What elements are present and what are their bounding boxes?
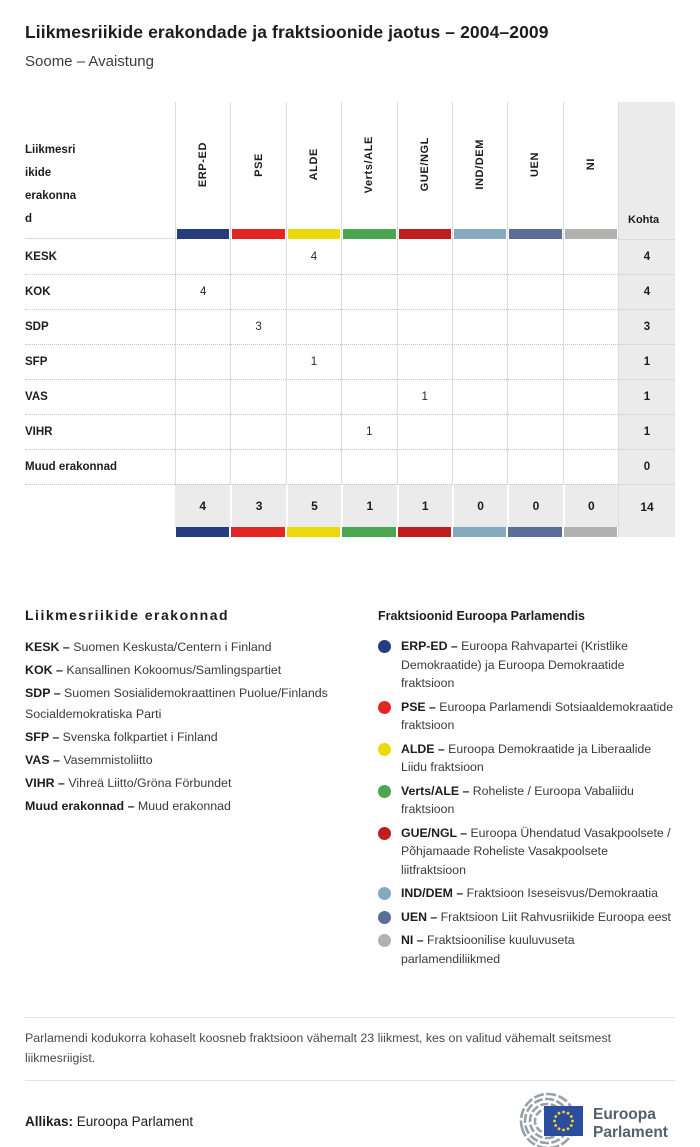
group-legend-text: Verts/ALE – Roheliste / Euroopa Vabaliidu fraktsioon	[401, 783, 634, 816]
corner-label-line-1: ikide	[25, 167, 52, 179]
party-legend-item-5: VIHR – Vihreä Liitto/Gröna Förbundet	[25, 776, 232, 790]
column-total-GUE/NGL: 1	[397, 484, 452, 527]
source-label: Allikas:	[25, 1113, 74, 1129]
group-abbr: ERP-ED –	[401, 639, 458, 653]
party-abbr: SDP –	[25, 686, 61, 700]
column-total-NI: 0	[563, 484, 618, 527]
seat-cell-VAS-GUE/NGL: 1	[397, 379, 452, 414]
seat-cell-KESK-NI	[563, 239, 618, 274]
bottom-color-bar-ALDE	[286, 527, 341, 537]
seat-cell-SDP-ERP-ED	[175, 309, 230, 344]
seat-cell-SDP-GUE/NGL	[397, 309, 452, 344]
group-legend-item-0	[378, 637, 675, 693]
corner-label-line-3: d	[25, 213, 33, 225]
group-abbr: NI –	[401, 933, 424, 947]
column-header-label: UEN	[529, 151, 542, 178]
seat-cell-SFP-UEN	[507, 344, 562, 379]
seat-cell-VIHR-UEN	[507, 414, 562, 449]
color-bar	[564, 527, 617, 537]
column-header-label: Verts/ALE	[363, 135, 376, 194]
row-label-VAS: VAS	[25, 379, 175, 414]
seat-cell-SDP-IND/DEM	[452, 309, 507, 344]
column-header-ERP-ED	[175, 102, 230, 239]
source-value: Euroopa Parlament	[76, 1113, 194, 1129]
seat-cell-Muud-erakonnad-Verts/ALE	[341, 449, 396, 484]
legends	[25, 607, 675, 973]
party-abbr: SFP –	[25, 730, 60, 744]
seat-cell-VIHR-GUE/NGL	[397, 414, 452, 449]
group-abbr: Verts/ALE –	[401, 783, 470, 798]
color-bar	[398, 527, 451, 537]
column-color-bar	[232, 229, 284, 239]
seat-cell-KOK-NI	[563, 274, 618, 309]
seat-cell-KESK-PSE	[230, 239, 285, 274]
seat-cell-SFP-PSE	[230, 344, 285, 379]
totals-row-spacer	[25, 484, 175, 527]
eu-flag	[544, 1106, 583, 1136]
bottom-bar-spacer	[25, 527, 175, 537]
seat-cell-KOK-PSE	[230, 274, 285, 309]
row-label-SDP: SDP	[25, 309, 175, 344]
bottom-color-bar-PSE	[230, 527, 285, 537]
european-parliament-logo	[507, 1095, 675, 1147]
seat-cell-KESK-GUE/NGL	[397, 239, 452, 274]
column-header-label: PSE	[252, 152, 265, 177]
row-total-KOK: 4	[618, 274, 675, 309]
seat-cell-KESK-ERP-ED	[175, 239, 230, 274]
row-total-SFP: 1	[618, 344, 675, 379]
footnote: Parlamendi kodukorra kohaselt koosneb fraktsioon vähemalt 23 liikmest, kes on valitud vähemalt seitsmest liikmesriigist.	[25, 1031, 612, 1065]
seat-cell-VAS-ALDE	[286, 379, 341, 414]
party-legend-item-0: KESK – Suomen Keskusta/Centern i Finland	[25, 640, 272, 654]
logo-text-line1: Euroopa	[593, 1106, 656, 1123]
seat-cell-VIHR-ERP-ED	[175, 414, 230, 449]
group-abbr: IND/DEM –	[401, 886, 464, 900]
group-legend-text: NI – Fraktsioonilise kuuluvuseta parlamendiliikmed	[401, 933, 575, 966]
seat-cell-VAS-Verts/ALE	[341, 379, 396, 414]
party-abbr: KESK –	[25, 640, 70, 654]
total-column-header: Kohta	[618, 102, 675, 239]
color-bar	[176, 527, 229, 537]
color-bar	[231, 527, 284, 537]
seat-cell-VAS-NI	[563, 379, 618, 414]
party-legend-item-4: VAS – Vasemmistoliitto	[25, 753, 153, 767]
column-total-IND/DEM: 0	[452, 484, 507, 527]
column-total-PSE: 3	[230, 484, 285, 527]
group-abbr: UEN –	[401, 909, 438, 924]
party-legend-item-3: SFP – Svenska folkpartiet i Finland	[25, 730, 218, 744]
group-legend-item-5	[378, 884, 675, 903]
column-header-IND/DEM	[452, 102, 507, 239]
column-color-bar	[454, 229, 506, 239]
column-color-bar	[177, 229, 229, 239]
seat-cell-Muud-erakonnad-PSE	[230, 449, 285, 484]
color-bar	[287, 527, 340, 537]
party-abbr: VIHR –	[25, 776, 65, 790]
group-legend-text: PSE – Euroopa Parlamendi Sotsiaaldemokraatide fraktsioon	[401, 699, 674, 732]
column-header-label: ERP-ED	[197, 141, 210, 188]
group-legend-text: GUE/NGL – Euroopa Ühendatud Vasakpoolsete / Põhjamaade Roheliste Vasakpoolsete liitfraktsioon	[401, 825, 671, 877]
column-color-bar	[565, 229, 617, 239]
seat-cell-KESK-UEN	[507, 239, 562, 274]
source-text	[25, 1114, 193, 1129]
seat-cell-VAS-IND/DEM	[452, 379, 507, 414]
group-color-dot	[378, 887, 391, 900]
seat-cell-SFP-NI	[563, 344, 618, 379]
column-header-PSE	[230, 102, 285, 239]
group-abbr: PSE –	[401, 699, 436, 714]
group-color-dot	[378, 827, 391, 840]
group-legend-text: IND/DEM – Fraktsioon Iseseisvus/Demokraatia	[401, 886, 658, 900]
parliament-hemicycle-icon	[507, 1095, 675, 1147]
column-color-bar	[343, 229, 395, 239]
seat-cell-VIHR-ALDE	[286, 414, 341, 449]
group-legend-text: ERP-ED – Euroopa Rahvapartei (Kristlike Demokraatide) ja Euroopa Demokraatide fraktsioon	[401, 639, 628, 690]
group-color-dot	[378, 911, 391, 924]
group-legend-text: UEN – Fraktsioon Liit Rahvusriikide Euroopa eest	[401, 909, 671, 924]
party-legend-title: Liikmesriikide erakonnad	[25, 607, 230, 623]
seat-cell-VAS-ERP-ED	[175, 379, 230, 414]
column-header-GUE/NGL	[397, 102, 452, 239]
column-header-UEN	[507, 102, 562, 239]
party-abbr: VAS –	[25, 753, 60, 767]
seat-cell-VAS-PSE	[230, 379, 285, 414]
group-color-dot	[378, 743, 391, 756]
column-color-bar	[288, 229, 340, 239]
column-color-bar	[399, 229, 451, 239]
column-header-label: ALDE	[307, 148, 320, 181]
seat-cell-VIHR-NI	[563, 414, 618, 449]
seat-cell-Muud-erakonnad-UEN	[507, 449, 562, 484]
seat-cell-VIHR-Verts/ALE: 1	[341, 414, 396, 449]
seat-cell-SFP-Verts/ALE	[341, 344, 396, 379]
seat-cell-Muud-erakonnad-ERP-ED	[175, 449, 230, 484]
group-abbr: ALDE –	[401, 741, 445, 756]
row-total-KESK: 4	[618, 239, 675, 274]
color-bar	[342, 527, 395, 537]
group-legend-item-1	[378, 698, 675, 735]
row-total-Muud-erakonnad: 0	[618, 449, 675, 484]
group-legend-item-2	[378, 740, 675, 777]
seat-cell-KESK-Verts/ALE	[341, 239, 396, 274]
seat-cell-SDP-ALDE	[286, 309, 341, 344]
seat-cell-Muud-erakonnad-ALDE	[286, 449, 341, 484]
seat-cell-KESK-IND/DEM	[452, 239, 507, 274]
table-corner-label	[25, 102, 175, 239]
seat-cell-KOK-IND/DEM	[452, 274, 507, 309]
seat-cell-SDP-UEN	[507, 309, 562, 344]
seat-cell-VIHR-PSE	[230, 414, 285, 449]
page-title: Liikmesriikide erakondade ja fraktsioonide jaotus – 2004–2009	[25, 22, 549, 42]
column-header-ALDE	[286, 102, 341, 239]
corner-label-line-2: erakonna	[25, 190, 77, 202]
page-subtitle: Soome – Avaistung	[25, 53, 154, 70]
column-header-NI	[563, 102, 618, 239]
logo-text-line2: Parlament	[593, 1124, 668, 1141]
bottom-color-bar-ERP-ED	[175, 527, 230, 537]
seat-cell-SDP-Verts/ALE	[341, 309, 396, 344]
divider-bottom	[25, 1080, 675, 1081]
group-legend-item-4	[378, 824, 675, 880]
seat-cell-VAS-UEN	[507, 379, 562, 414]
group-legend	[355, 607, 675, 973]
seat-cell-VIHR-IND/DEM	[452, 414, 507, 449]
seat-cell-KESK-ALDE: 4	[286, 239, 341, 274]
group-legend-item-6	[378, 908, 675, 927]
seat-cell-SFP-GUE/NGL	[397, 344, 452, 379]
seat-cell-SFP-IND/DEM	[452, 344, 507, 379]
party-legend-items	[25, 637, 355, 817]
group-legend-items	[378, 637, 675, 968]
bottom-color-bar-UEN	[507, 527, 562, 537]
column-total-ALDE: 5	[286, 484, 341, 527]
column-header-Verts/ALE	[341, 102, 396, 239]
group-abbr: GUE/NGL –	[401, 825, 468, 840]
column-total-Verts/ALE: 1	[341, 484, 396, 527]
row-label-VIHR: VIHR	[25, 414, 175, 449]
party-legend-item-2: SDP – Suomen Sosialidemokraattinen Puolue/Finlands Socialdemokratiska Parti	[25, 686, 328, 721]
party-abbr: KOK –	[25, 663, 63, 677]
row-total-SDP: 3	[618, 309, 675, 344]
seat-cell-KOK-UEN	[507, 274, 562, 309]
seat-cell-KOK-Verts/ALE	[341, 274, 396, 309]
seat-cell-SDP-NI	[563, 309, 618, 344]
row-label-KOK: KOK	[25, 274, 175, 309]
group-legend-item-7	[378, 931, 675, 968]
row-label-KESK: KESK	[25, 250, 57, 263]
column-header-label: IND/DEM	[474, 139, 487, 190]
seat-cell-KOK-GUE/NGL	[397, 274, 452, 309]
column-total-UEN: 0	[507, 484, 562, 527]
grand-total: 14	[618, 484, 675, 537]
column-header-label: GUE/NGL	[418, 137, 431, 192]
seat-cell-SFP-ERP-ED	[175, 344, 230, 379]
group-legend-text: ALDE – Euroopa Demokraatide ja Liberaalide Liidu fraktsioon	[401, 741, 652, 774]
column-total-ERP-ED: 4	[175, 484, 230, 527]
group-color-dot	[378, 640, 391, 653]
seat-cell-SDP-PSE: 3	[230, 309, 285, 344]
color-bar	[453, 527, 506, 537]
column-color-bar	[509, 229, 561, 239]
seat-cell-Muud-erakonnad-GUE/NGL	[397, 449, 452, 484]
seats-table	[25, 102, 675, 537]
group-legend-title: Fraktsioonid Euroopa Parlamendis	[378, 609, 585, 623]
column-header-label: NI	[584, 158, 597, 171]
source-row	[25, 1095, 675, 1147]
group-color-dot	[378, 701, 391, 714]
row-total-VIHR: 1	[618, 414, 675, 449]
color-bar	[508, 527, 561, 537]
seat-cell-SFP-ALDE: 1	[286, 344, 341, 379]
party-abbr: Muud erakonnad –	[25, 799, 135, 813]
seat-cell-KOK-ERP-ED: 4	[175, 274, 230, 309]
bottom-color-bar-Verts/ALE	[341, 527, 396, 537]
party-legend	[25, 607, 355, 973]
bottom-color-bar-NI	[563, 527, 618, 537]
row-label-Muud-erakonnad: Muud erakonnad	[25, 449, 175, 484]
corner-label-line-0: Liikmesri	[25, 144, 76, 156]
row-label-SFP: SFP	[25, 344, 175, 379]
group-color-dot	[378, 934, 391, 947]
bottom-color-bar-IND/DEM	[452, 527, 507, 537]
row-total-VAS: 1	[618, 379, 675, 414]
group-color-dot	[378, 785, 391, 798]
party-legend-item-1: KOK – Kansallinen Kokoomus/Samlingspartiet	[25, 663, 282, 677]
party-legend-item-6: Muud erakonnad – Muud erakonnad	[25, 799, 231, 813]
seat-cell-Muud-erakonnad-NI	[563, 449, 618, 484]
seat-cell-KOK-ALDE	[286, 274, 341, 309]
seat-cell-Muud-erakonnad-IND/DEM	[452, 449, 507, 484]
bottom-color-bar-GUE/NGL	[397, 527, 452, 537]
group-legend-item-3	[378, 782, 675, 819]
